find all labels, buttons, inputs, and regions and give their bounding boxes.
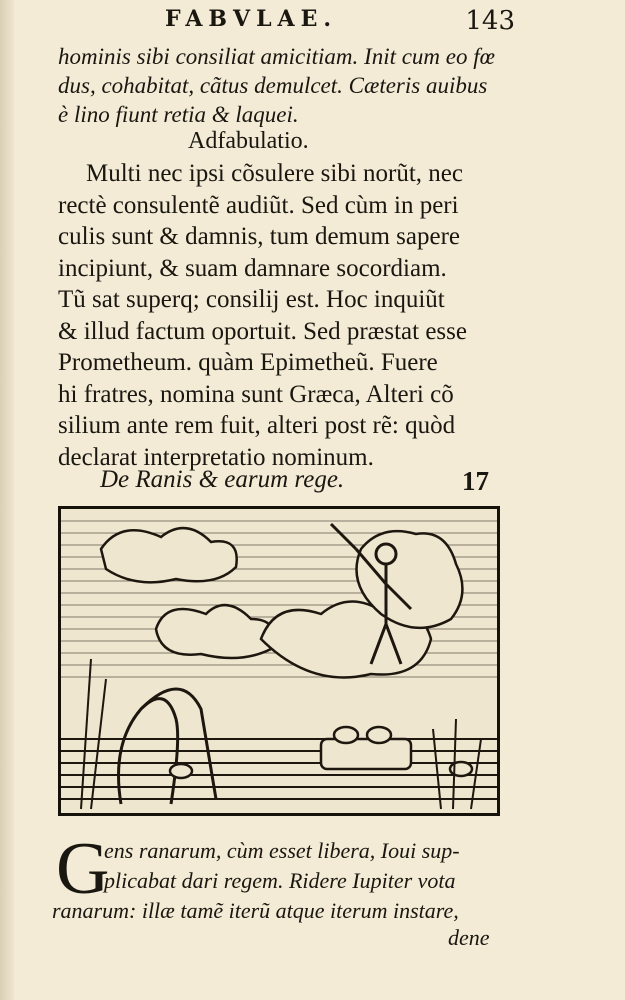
text-line: & illud factum oportuit. Sed præstat esse xyxy=(58,317,467,345)
running-header xyxy=(165,6,515,40)
text-line: ranarum: illæ tamẽ iterũ atque iterum instare, xyxy=(52,898,459,923)
drop-cap: G xyxy=(56,828,110,910)
text-line: Prometheum. quàm Epimetheũ. Fuere xyxy=(58,349,438,376)
running-title: FABVLAE. xyxy=(165,6,338,32)
text-line: plicabat dari regem. Ridere Iupiter vota xyxy=(104,868,456,893)
page-number: 143 xyxy=(465,6,515,36)
text-line: hominis sibi consiliat amicitiam. Init cum eo fœ xyxy=(58,44,495,69)
text-line: incipiunt, & suam damnare socordiam. xyxy=(58,254,447,282)
catchword: dene xyxy=(448,925,490,950)
text-line: rectè consulentẽ audiũt. Sed cùm in peri xyxy=(58,191,459,219)
woodcut-illustration xyxy=(58,506,500,816)
text-line: ens ranarum, cùm esset libera, Ioui sup- xyxy=(104,838,460,863)
fable-body xyxy=(52,836,504,926)
section-heading: Adfabulatio. xyxy=(188,128,309,154)
text-line: silium ante rem fuit, alteri post rẽ: quòd xyxy=(58,412,456,439)
page-gutter xyxy=(0,0,14,1000)
intro-paragraph xyxy=(58,42,508,129)
text-line: Tũ sat superq; consilij est. Hoc inquiũt xyxy=(58,286,445,313)
text-line: Multi nec ipsi cõsulere sibi norũt, nec xyxy=(86,160,464,187)
fable-title: De Ranis & earum rege. xyxy=(100,466,345,493)
text-line: culis sunt & damnis, tum demum sapere xyxy=(58,223,461,250)
text-line: hi fratres, nomina sunt Græca, Alteri cõ xyxy=(58,380,454,408)
woodcut-icon xyxy=(61,509,497,813)
text-line: è lino fiunt retia & laquei. xyxy=(58,102,299,127)
adfabulatio-paragraph xyxy=(58,158,508,473)
fable-number: 17 xyxy=(462,466,489,496)
text-line: dus, cohabitat, cãtus demulcet. Cæteris auibus xyxy=(58,73,488,98)
text-line: declarat interpretatio nominum. xyxy=(58,443,374,471)
